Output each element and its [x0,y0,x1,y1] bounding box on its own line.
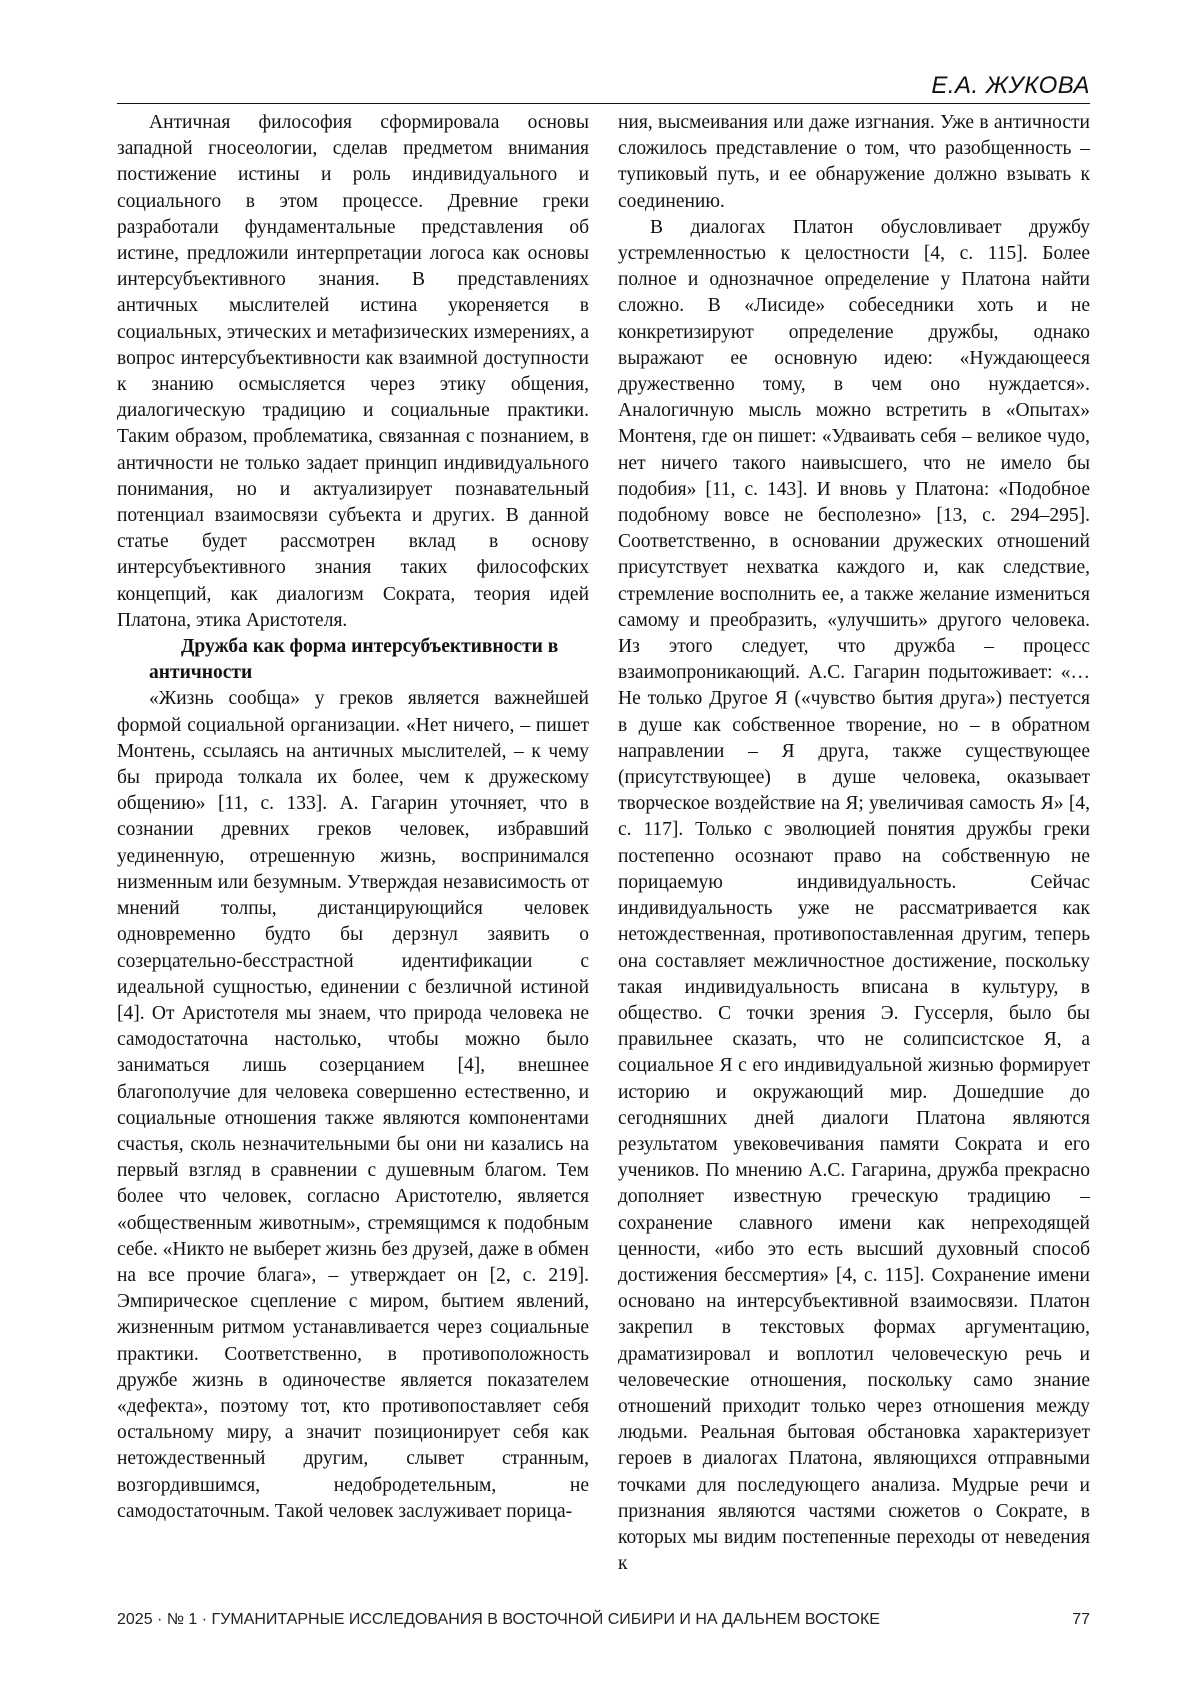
section-heading: Дружба как форма интерсубъективности в античности [149,636,559,684]
page-number: 77 [1072,1611,1090,1628]
body-paragraph: В диалогах Платон обусловливает дружбу устремленностью к целостности [4, с. 115]. Более полное и однозначное определение у Платона найти сложно. В «Лисиде» собеседники хоть и не конкретизируют определение дружбы, однако выражают ее основную идею: «Нуждающееся дружественно тому, в чем оно нуждается». Аналогичную мысль можно встретить в «Опытах» Монтеня, где он пишет: «Удваивать себя – великое чудо, нет ничего такого наивысшего, что не имело бы подобия» [11, с. 143]. И вновь у Платона: «Подобное подобному вовсе не бесполезно» [13, с. 294–295]. Соответственно, в основании дружеских отношений присутствует нехватка каждого и, как следствие, стремление восполнить ее, а также желание измениться самому и преобразить, «улучшить» другого человека. Из этого следует, что дружба – процесс взаимопроникающий. А.С. Гагарин подытоживает: «…Не только Другое Я («чувство бытия друга») пестуется в душе как собственное творение, но – в обратном направлении – Я друга, также существующее (присутствующее) в душе человека, оказывает творческое воздействие на Я; увеличивая самость Я» [4, с. 117]. Только с эволюцией понятия дружбы греки постепенно осознают право на собственную не порицаемую индивидуальность. Сейчас индивидуальность уже не рассматривается как нетождественная, противопоставленная другим, теперь она составляет межличностное достижение, поскольку такая индивидуальность вписана в культуру, в общество. С точки зрения Э. Гуссерля, было бы правильнее сказать, что не солипсистское Я, а социальное Я с его индивидуальной жизнью формирует историю и окружающий мир. Дошедшие до сегодняшних дней диалоги Платона являются результатом увековечивания памяти Сократа и его учеников. По мнению А.С. Гагарина, дружба прекрасно дополняет известную греческую традицию – сохранение славного имени как непреходящей ценности, «ибо это есть высший духовный способ достижения бессмертия» [4, с. 115]. Сохранение имени основано на интерсубъективной взаимосвязи. Платон закрепил в текстовых формах аргументацию, драматизировал и воплотил человеческую речь и человеческие отношения, поскольку само знание отношений приходит только через отношения между людьми. Реальная бытовая обстановка характеризует героев в диалогах Платона, являющихся отправными точками для последующего анализа. Мудрые речи и признания являются частями сюжетов о Сократе, в которых мы видим постепенные переходы от неведения к [618,216,1090,1575]
body-paragraph: «Жизнь сообща» у греков является важнейшей формой социальной организации. «Нет ничего, – пишет Монтень, ссылаясь на античных мыслителей, – к чему бы природа толкала их более, чем к дружескому общению» [11, с. 133]. А. Гагарин уточняет, что в сознании древних греков человек, избравший уединенную, отрешенную жизнь, воспринимался низменным или безумным. Утверждая независимость от мнений толпы, дистанцирующийся человек одновременно будто бы дерзнул заявить о созерцательно-бесстрастной идентификации с идеальной сущностью, единении с безличной истиной [4]. От Аристотеля мы знаем, что природа человека не самодостаточна настолько, чтобы можно было заниматься лишь созерцанием [4], внешнее благополучие для человека совершенно естественно, и социальные отношения также являются компонентами счастья, сколь незначительными бы они ни казались на первый взгляд в сравнении с душевным благом. Тем более что человек, согласно Аристотелю, является «общественным животным», стремящимся к подобным себе. «Никто не выберет жизнь без друзей, даже в обмен на все прочие блага», – утверждает он [2, с. 219]. Эмпирическое сцепление с миром, бытием явлений, жизненным ритмом устанавливается через социальные практики. Соответственно, в противоположность дружбе жизнь в одиночестве является показателем «дефекта», поэтому тот, кто противопоставляет себя остальному миру, а значит позиционирует себя как нетождественный другим, слывет странным, возгордившимся, недобродетельным, не самодостаточным. Такой человек заслуживает порица- [117,688,589,1522]
intro-paragraph: Античная философия сформировала основы западной гносеологии, сделав предметом внимания постижение истины и роль индивидуального и социального в этом процессе. Древние греки разработали фундаментальные представления об истине, предложили интерпретации логоса как основы интерсубъективного знания. В представлениях античных мыслителей истина укореняется в социальных, этических и метафизических измерениях, а вопрос интерсубъективности как взаимной доступности к знанию осмысляется через этику общения, диалогическую традицию и социальные практики. Таким образом, проблематика, связанная с познанием, в античности не только задает принцип индивидуального понимания, но и актуализирует познавательный потенциал взаимосвязи субъекта и других. В данной статье будет рассмотрен вклад в основу интерсубъективного знания таких философских концепций, как диалогизм Сократа, теория идей Платона, этика Аристотеля. [117,112,589,631]
left-column [117,110,589,1580]
page-footer [117,1611,1090,1629]
running-header-author: Е.А. ЖУКОВА [931,72,1090,99]
right-column [618,110,1090,1580]
journal-title: 2025 · № 1 · ГУМАНИТАРНЫЕ ИССЛЕДОВАНИЯ В ВОСТОЧНОЙ СИБИРИ И НА ДАЛЬНЕМ ВОСТОКЕ [117,1611,880,1628]
header-rule [117,103,1090,104]
continued-paragraph: ния, высмеивания или даже изгнания. Уже в античности сложилось представление о том, что разобщенность – тупиковый путь, и ее обнаружение должно взывать к соединению. [618,112,1090,212]
